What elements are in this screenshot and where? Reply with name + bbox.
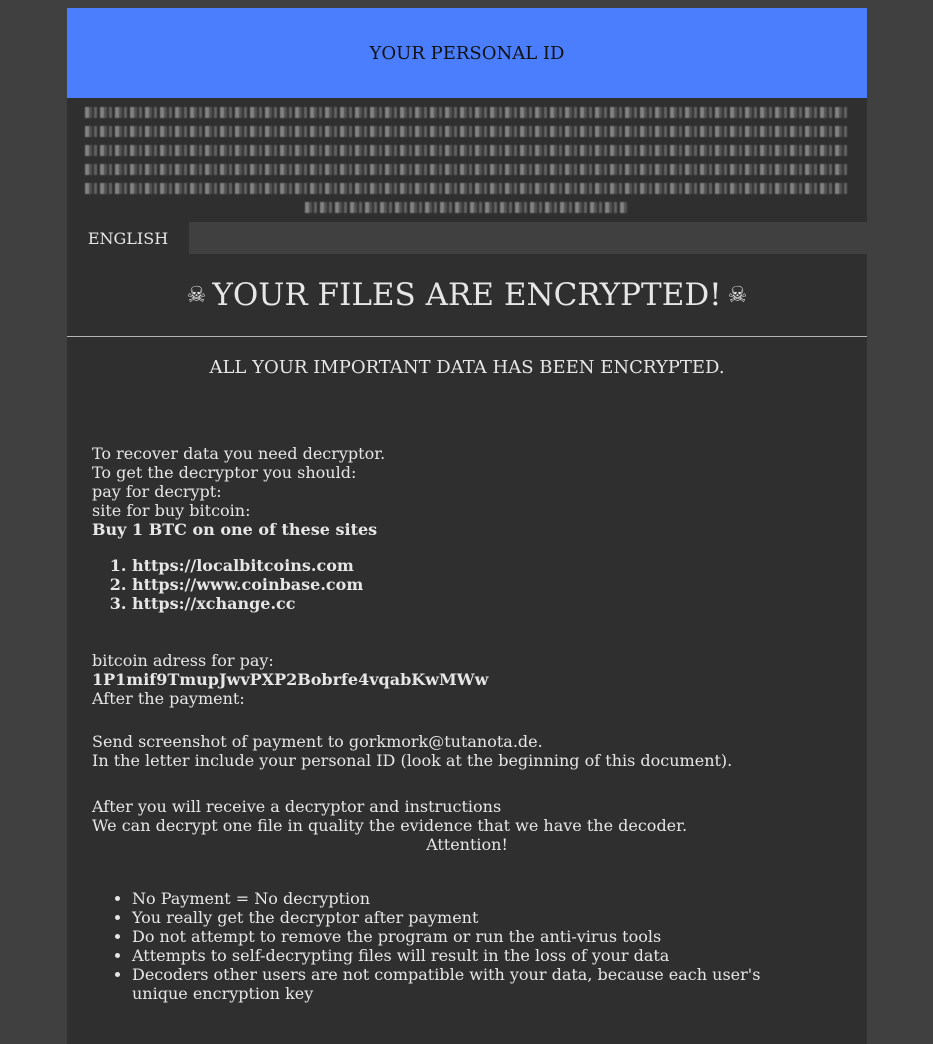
send-instructions: [92, 732, 842, 770]
warnings-section: [92, 889, 842, 1003]
instructions-intro: [92, 444, 842, 613]
send-line: Send screenshot of payment to gorkmork@tutanota.de.: [92, 732, 543, 751]
blurred-id-line: [305, 202, 627, 213]
attention-label: Attention!: [426, 835, 508, 854]
blurred-id-line: [85, 145, 849, 156]
warning-item: • No Payment = No decryption: [132, 889, 842, 908]
skull-icon: ☠: [727, 282, 748, 308]
warning-item: • Decoders other users are not compatible with your data, because each user's unique encryption key: [132, 965, 842, 1003]
after-payment-label: After the payment:: [92, 689, 245, 708]
subtitle: ALL YOUR IMPORTANT DATA HAS BEEN ENCRYPTED.: [209, 357, 725, 378]
receive-instructions: [92, 797, 842, 854]
payment-section: [92, 651, 842, 708]
blurred-id-line: [85, 107, 849, 118]
bitcoin-label: bitcoin adress for pay:: [92, 651, 274, 670]
main-title-text: YOUR FILES ARE ENCRYPTED!: [212, 277, 722, 313]
send-line: In the letter include your personal ID (look at the beginning of this document).: [92, 751, 733, 770]
blurred-id-line: [85, 164, 849, 175]
receive-line: After you will receive a decryptor and instructions: [92, 797, 502, 816]
blurred-id-line: [85, 183, 849, 194]
bitcoin-sites-list: [92, 556, 842, 613]
skull-icon: ☠: [186, 282, 207, 308]
language-tabs: [67, 222, 867, 254]
tab-english[interactable]: ENGLISH: [67, 222, 189, 254]
warnings-list: [92, 889, 842, 1003]
intro-line: To get the decryptor you should:: [92, 463, 357, 482]
intro-line: To recover data you need decryptor.: [92, 444, 386, 463]
buy-heading: Buy 1 BTC on one of these sites: [92, 520, 378, 539]
site-link[interactable]: 1. https://localbitcoins.com: [132, 556, 842, 575]
personal-id-title: YOUR PERSONAL ID: [369, 42, 565, 64]
intro-line: pay for decrypt:: [92, 482, 222, 501]
site-link[interactable]: 2. https://www.coinbase.com: [132, 575, 842, 594]
warning-item: • Do not attempt to remove the program or run the anti-virus tools: [132, 927, 842, 946]
blurred-id-line: [85, 126, 849, 137]
bitcoin-address: 1P1mif9TmupJwvPXP2Bobrfe4vqabKwMWw: [92, 670, 489, 689]
warning-item: • You really get the decryptor after payment: [132, 908, 842, 927]
ransom-note-page: [67, 8, 867, 1044]
site-link[interactable]: 3. https://xchange.cc: [132, 594, 842, 613]
warning-item: • Attempts to self-decrypting files will result in the loss of your data: [132, 946, 842, 965]
receive-line: We can decrypt one file in quality the evidence that we have the decoder.: [92, 816, 688, 835]
personal-id-header: [67, 8, 867, 98]
main-title: [67, 254, 867, 337]
personal-id-blurred: [67, 98, 867, 222]
intro-line: site for buy bitcoin:: [92, 501, 251, 520]
